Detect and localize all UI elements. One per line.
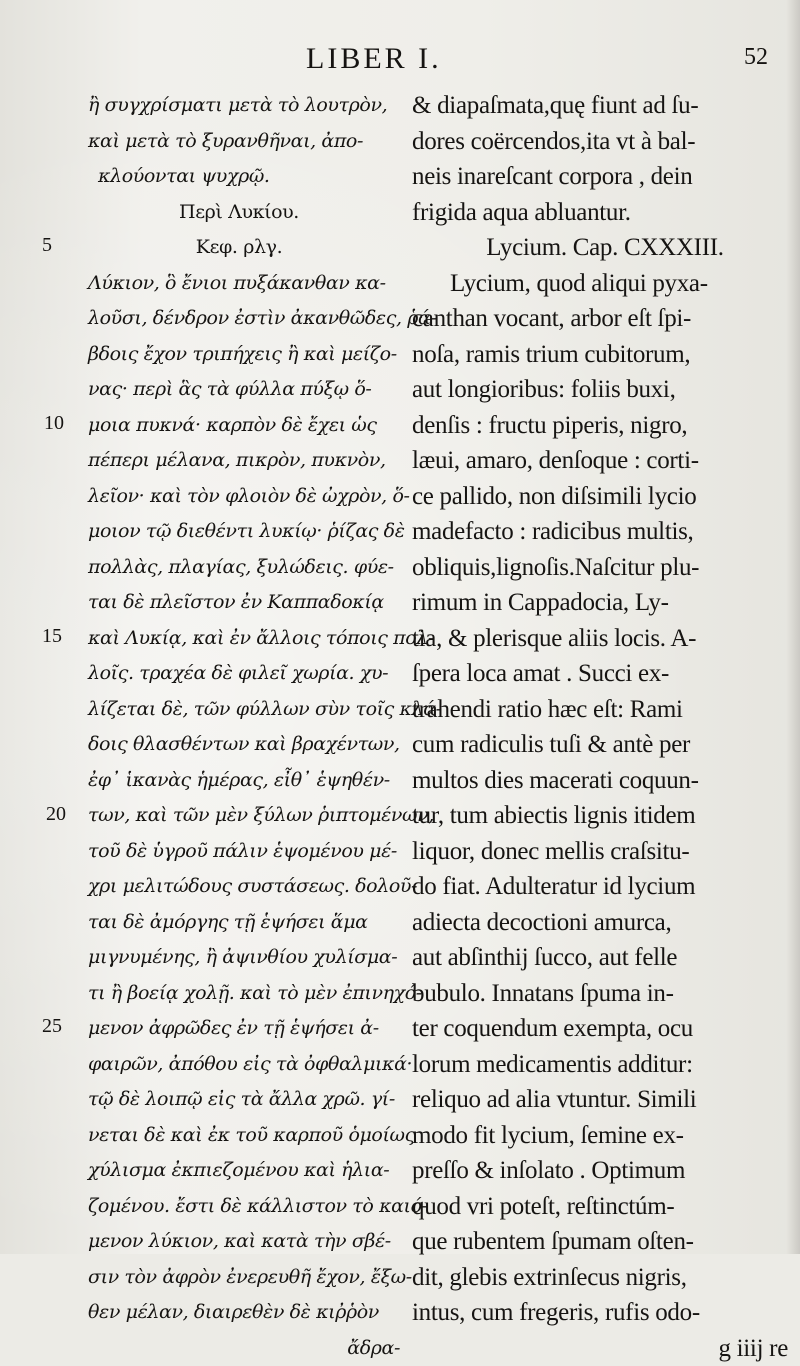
running-title: LIBER I. [306,42,442,76]
latin-text-line: neis inareſcant corpora , dein [412,159,798,195]
page-header [0,40,800,86]
greek-text-line: καὶ μετὰ τὸ ξυρανθῆναι, ἀπο- [74,124,404,160]
greek-text-line: τι ἢ βοείᾳ χολῇ. καὶ τὸ μὲν ἐπινηχό- [74,976,404,1012]
greek-text-line: σιν τὸν ἀφρὸν ἐνερευθῆ ἔχον, ἔξω- [74,1260,404,1296]
marginal-line-number: 25 [42,1015,62,1038]
latin-text-line: tur, tum abiectis lignis itidem [412,798,798,834]
latin-column [412,88,798,1366]
greek-text-line: τοῦ δὲ ὑγροῦ πάλιν ἑψομένου μέ- [74,834,404,870]
greek-text-line: καὶ Λυκίᾳ, καὶ ἐν ἄλλοις τόποις πολ- [74,621,404,657]
greek-column [74,88,404,1366]
greek-text-line: λοῦσι, δένδρον ἐστὶν ἀκανθῶδες, ῥά- [74,301,404,337]
latin-chapter-heading: Lycium. Cap. CXXXIII. [412,230,798,266]
latin-text-line: cum radiculis tuſi & antè per [412,727,798,763]
latin-text-line: ter coquendum exempta, ocu [412,1011,798,1047]
latin-text-line: multos dies macerati coquun- [412,763,798,799]
marginal-line-number: 5 [42,234,52,257]
greek-text-line: πέπερι μέλανα, πικρὸν, πυκνὸν, [74,443,404,479]
latin-text-line: madefacto : radicibus multis, [412,514,798,550]
latin-text-line: preſſo & inſolato . Optimum [412,1153,798,1189]
latin-text-line: reliquo ad alia vtuntur. Simili [412,1082,798,1118]
latin-text-line: læui, amaro, denſoque : corti- [412,443,798,479]
latin-text-line: noſa, ramis trium cubitorum, [412,337,798,373]
greek-text-line: μιγνυμένης, ἢ ἀψινθίου χυλίσμα- [74,940,404,976]
greek-text-line: μοια πυκνά· καρπὸν δὲ ἔχει ὡς [74,408,404,444]
latin-text-line: frigida aqua abluantur. [412,195,798,231]
latin-text-line: que rubentem ſpumam oſten- [412,1224,798,1260]
latin-text-line: dit, glebis extrinſecus nigris, [412,1260,798,1296]
latin-text-line: trahendi ratio hæc eſt: Rami [412,692,798,728]
latin-text-line: Lycium, quod aliqui pyxa- [412,266,798,302]
greek-text-line: δοις θλασθέντων καὶ βραχέντων, [74,727,404,763]
marginal-line-number: 10 [44,412,64,435]
latin-text-line: quod vri poteſt, reſtinctúm- [412,1189,798,1225]
latin-text-line: intus, cum fregeris, rufis odo- [412,1295,798,1331]
greek-catchword: ἄδρα- [74,1331,404,1366]
latin-text-line: lorum medicamentis additur: [412,1047,798,1083]
greek-text-line: λοῖς. τραχέα δὲ φιλεῖ χωρία. χυ- [74,656,404,692]
marginal-line-number: 20 [46,803,66,826]
greek-text-line: φαιρῶν, ἀπόθου εἰς τὰ ὀφθαλμικά· [74,1047,404,1083]
greek-text-line: νεται δὲ καὶ ἐκ τοῦ καρποῦ ὁμοίως [74,1118,404,1154]
greek-text-line: βδοις ἔχον τριπήχεις ἢ καὶ μείζο- [74,337,404,373]
signature-and-catchword: g iiij re [412,1331,798,1366]
latin-text-line: bubulo. Innatans ſpuma in- [412,976,798,1012]
greek-text-line: ἐφ᾽ ἱκανὰς ἡμέρας, εἶθ᾽ ἑψηθέν- [74,763,404,799]
greek-text-line: των, καὶ τῶν μὲν ξύλων ῥιπτομένων, [74,798,404,834]
latin-text-line: dores coërcendos,ita vt à bal- [412,124,798,160]
latin-text-line: ſpera loca amat . Succi ex- [412,656,798,692]
latin-text-line: ce pallido, non diſsimili lycio [412,479,798,515]
greek-section-heading: Περὶ Λυκίου. [74,195,404,231]
greek-text-line: πολλὰς, πλαγίας, ξυλώδεις. φύε- [74,550,404,586]
latin-text-line: tia, & plerisque aliis locis. A- [412,621,798,657]
greek-text-line: χρι μελιτώδους συστάσεως. δολοῦ- [74,869,404,905]
greek-text-line: θεν μέλαν, διαιρεθὲν δὲ κιῤῥὸν [74,1295,404,1331]
greek-chapter-label: Κεφ. ρλγ. [74,230,404,266]
latin-text-line: adiecta decoctioni amurca, [412,905,798,941]
latin-text-line: canthan vocant, arbor eſt ſpi- [412,301,798,337]
greek-text-line: μοιον τῷ διεθέντι λυκίῳ· ῥίζας δὲ [74,514,404,550]
greek-text-line: μενον λύκιον, καὶ κατὰ τὴν σβέ- [74,1224,404,1260]
page-number: 52 [744,44,768,71]
latin-text-line: obliquis,lignoſis.Naſcitur plu- [412,550,798,586]
greek-text-line: λεῖον· καὶ τὸν φλοιὸν δὲ ὠχρὸν, ὅ- [74,479,404,515]
greek-text-line: ζομένου. ἔστι δὲ κάλλιστον τὸ καιό- [74,1189,404,1225]
greek-text-line: κλούονται ψυχρῷ. [74,159,404,195]
greek-text-line: λίζεται δὲ, τῶν φύλλων σὺν τοῖς κλά- [74,692,404,728]
latin-text-line: aut abſinthij ſucco, aut felle [412,940,798,976]
greek-text-line: νας· περὶ ἃς τὰ φύλλα πύξῳ ὅ- [74,372,404,408]
latin-text-line: liquor, donec mellis craſsitu- [412,834,798,870]
greek-text-line: τῷ δὲ λοιπῷ εἰς τὰ ἄλλα χρῶ. γί- [74,1082,404,1118]
greek-text-line: ται δὲ ἀμόργης τῇ ἑψήσει ἅμα [74,905,404,941]
greek-text-line: χύλισμα ἐκπιεζομένου καὶ ἡλια- [74,1153,404,1189]
marginal-line-number: 15 [42,625,62,648]
latin-text-line: modo fit lycium, ſemine ex- [412,1118,798,1154]
latin-text-line: do fiat. Adulteratur id lycium [412,869,798,905]
latin-text-line: aut longioribus: foliis buxi, [412,372,798,408]
greek-text-line: ἢ συγχρίσματι μετὰ τὸ λουτρὸν, [74,88,404,124]
latin-text-line: denſis : fructu piperis, nigro, [412,408,798,444]
greek-text-line: ται δὲ πλεῖστον ἐν Καππαδοκίᾳ [74,585,404,621]
greek-text-line: μενον ἀφρῶδες ἐν τῇ ἑψήσει ἀ- [74,1011,404,1047]
latin-text-line: & diapaſmata,quę fiunt ad ſu- [412,88,798,124]
latin-text-line: rimum in Cappadocia, Ly- [412,585,798,621]
greek-text-line: Λύκιον, ὃ ἔνιοι πυξάκανθαν κα- [74,266,404,302]
page-edge-shadow [786,0,800,1254]
